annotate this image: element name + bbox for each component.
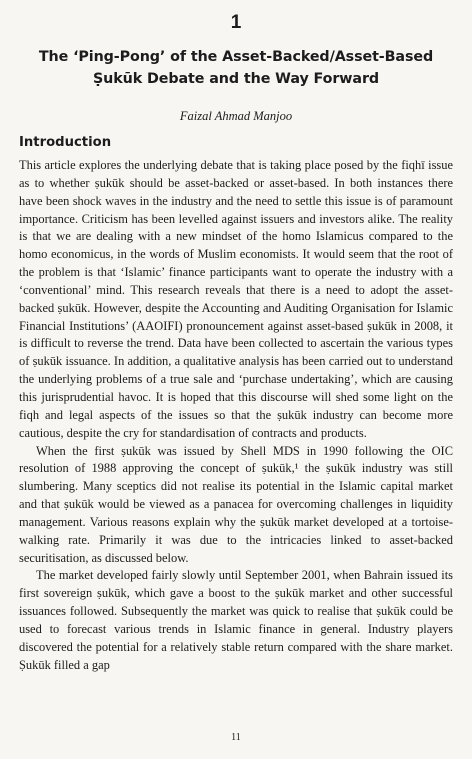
- chapter-title-line-1: The ‘Ping-Pong’ of the Asset-Backed/Asset-Based: [38, 49, 434, 65]
- paragraph: This article explores the underlying debate that is taking place posed by the fiqhī issue as to whether ṣukūk should be asset-backed or asset-based. In both instances there have been shock waves in the industry and the need to settle this issue is of paramount importance. Criticism has been levelled against issuers and investors alike. The reality is that we are dealing with a new mindset of the homo Islamicus compared to the homo economicus, in the words of Muslim economists. It would seem that the root of the problem is that ‘Islamic’ finance participants want to operate the industry with a ‘conventional’ mind. This research reveals that there is a need to adopt the asset-backed ṣukūk. However, despite the Accounting and Auditing Organisation for Islamic Financial Institutions’ (AAOIFI) pronouncement against asset-based ṣukūk in 2008, it is difficult to reverse the trend. Data have been collected to ascertain the various types of ṣukūk issuance. In addition, a qualitative analysis has been carried out to understand the underlying problems of a true sale and ‘purchase undertaking’, which are causing this jurisprudential havoc. It is hoped that this discourse will shed some light on the fiqh and legal aspects of the issues so that the ṣukūk industry can become more cautious, despite the cry for standardisation of contracts and products.: [19, 158, 453, 440]
- body-text: [19, 157, 453, 674]
- author-name: Faizal Ahmad Manjoo: [179, 109, 293, 123]
- page-number: 11: [231, 732, 241, 743]
- chapter-number: 1: [230, 12, 242, 33]
- section-heading: Introduction: [19, 135, 112, 150]
- chapter-title-line-2: Ṣukūk Debate and the Way Forward: [92, 71, 380, 87]
- chapter-title: [14, 46, 458, 90]
- paragraph: The market developed fairly slowly until September 2001, when Bahrain issued its first sovereign ṣukūk, which gave a boost to the ṣukūk market and other successful issuances followed. Subsequently the market was quick to realise that ṣukūk could be used to forecast various trends in Islamic finance in general. Industry players discovered the potential for a relatively stable return compared with the share market. Ṣukūk filled a gap: [19, 568, 453, 672]
- paragraph: When the first ṣukūk was issued by Shell MDS in 1990 following the OIC resolution of 1988 approving the concept of ṣukūk,¹ the ṣukūk industry was still slumbering. Many sceptics did not realise its potential in the Islamic capital market and that ṣukūk would be viewed as a panacea for overcoming challenges in liquidity management. Various reasons explain why the ṣukūk market developed at a tortoise-walking rate. Primarily it was due to the intricacies linked to asset-backed securitisation, as discussed below.: [19, 443, 453, 565]
